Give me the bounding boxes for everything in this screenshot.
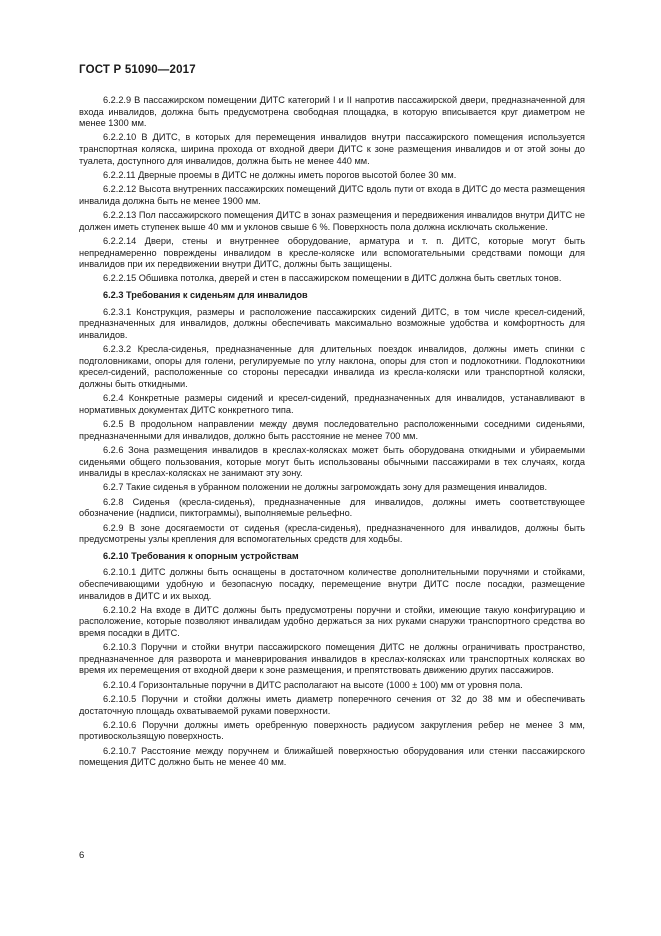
page-number: 6 <box>79 850 85 861</box>
paragraph: 6.2.2.9 В пассажирском помещении ДИТС категорий I и II напротив пассажирской двери, предназначенной для входа инвалидов, должна быть предусмотрена свободная площадка, в которую вписывается круг диаметром не менее 1300 мм. <box>79 95 585 129</box>
paragraph: 6.2.2.11 Дверные проемы в ДИТС не должны иметь порогов высотой более 30 мм. <box>103 169 457 180</box>
section-heading: 6.2.10 Требования к опорным устройствам <box>103 550 299 561</box>
paragraph: 6.2.8 Сиденья (кресла-сиденья), предназначенные для инвалидов, должны иметь соответствующее обозначение (надписи, пиктограммы), выполняемые рельефно. <box>79 496 585 519</box>
paragraph: 6.2.10.4 Горизонтальные поручни в ДИТС располагают на высоте (1000 ± 100) мм от уровня пола. <box>103 679 523 690</box>
paragraph: 6.2.2.14 Двери, стены и внутреннее оборудование, арматура и т. п. ДИТС, которые могут быть непреднамеренно повреждены инвалидом в кресле-коляске или вспомогательными средствами помощи для инвалидов при их передвижении внутри ДИТС, должны быть защищены. <box>79 235 585 270</box>
paragraph: 6.2.3.2 Кресла-сиденья, предназначенные для длительных поездок инвалидов, должны иметь спинки с подголовниками, опоры для голени, регулируемые по углу наклона, опоры для стоп и подлокотники. Подлокотники кресел-сидений, расположенные со стороны пересадки инвалида из кресла-коляски или транспортной коляски, должны быть откидными. <box>79 344 585 389</box>
paragraph: 6.2.10.6 Поручни должны иметь оребренную поверхность радиусом закругления ребер не менее 3 мм, противоскользящую поверхность. <box>79 719 585 742</box>
paragraph: 6.2.2.13 Пол пассажирского помещения ДИТС в зонах размещения и передвижения инвалидов внутри ДИТС не должен иметь ступенек выше 40 мм и уклонов свыше 6 %. Поверхность пола должна исключать скольжение. <box>79 210 585 232</box>
section-heading: 6.2.3 Требования к сиденьям для инвалидов <box>103 290 308 301</box>
paragraph: 6.2.2.15 Обшивка потолка, дверей и стен в пассажирском помещении в ДИТС должна быть светлых тонов. <box>103 273 562 284</box>
paragraph: 6.2.3.1 Конструкция, размеры и расположение пассажирских сидений ДИТС, в том числе кресел-сидений, предназначенных для инвалидов, должны обеспечивать максимально возможные удобства и комфортность для инвалидов. <box>79 306 585 340</box>
paragraph: 6.2.4 Конкретные размеры сидений и кресел-сидений, предназначенных для инвалидов, устанавливают в нормативных документах ДИТС конкретного типа. <box>79 393 585 415</box>
paragraph: 6.2.10.2 На входе в ДИТС должны быть предусмотрены поручни и стойки, имеющие такую конфигурацию и расположение, которые позволяют инвалидам удобно держаться за них руками снаружи транспортного средства во время посадки в ДИТС. <box>79 604 585 638</box>
paragraph: 6.2.5 В продольном направлении между двумя последовательно расположенными соседними сиденьями, предназначенными для инвалидов, должно быть расстояние не менее 700 мм. <box>79 419 585 441</box>
document-header: ГОСТ Р 51090—2017 <box>79 64 196 76</box>
paragraph: 6.2.10.5 Поручни и стойки должны иметь диаметр поперечного сечения от 32 до 38 мм и обеспечивать достаточную площадь охватываемой руками поверхности. <box>79 694 585 716</box>
paragraph: 6.2.6 Зона размещения инвалидов в креслах-колясках может быть оборудована откидными и убираемыми сиденьями общего пользования, которые могут быть использованы обычными пассажирами в тех случаях, когда инвалиды в креслах-колясках не занимают эту зону. <box>79 444 585 479</box>
paragraph: 6.2.2.12 Высота внутренних пассажирских помещений ДИТС вдоль пути от входа в ДИТС до места размещения инвалида должна быть не менее 1900 мм. <box>79 184 585 206</box>
document-body <box>79 95 585 772</box>
paragraph: 6.2.7 Такие сиденья в убранном положении не должны загромождать зону для размещения инвалидов. <box>103 482 548 493</box>
paragraph: 6.2.10.7 Расстояние между поручнем и ближайшей поверхностью оборудования или стенки пассажирского помещения ДИТС должно быть не менее 40 мм. <box>79 745 585 768</box>
paragraph: 6.2.10.1 ДИТС должны быть оснащены в достаточном количестве дополнительными поручнями и стойками, обеспечивающими удобную и безопасную посадку, перемещение внутри ДИТС после посадки, размещение инвалидов в ДИТС и их выход. <box>79 567 585 601</box>
paragraph: 6.2.2.10 В ДИТС, в которых для перемещения инвалидов внутри пассажирского помещения используется транспортная коляска, ширина прохода от входной двери ДИТС к зоне размещения инвалидов и от этой зоны до туалета, доступного для инвалидов, должна быть не менее 440 мм. <box>79 132 585 166</box>
paragraph: 6.2.9 В зоне досягаемости от сиденья (кресла-сиденья), предназначенного для инвалидов, должны быть предусмотрены узлы крепления для вспомогательных средств для ходьбы. <box>79 522 585 545</box>
paragraph: 6.2.10.3 Поручни и стойки внутри пассажирского помещения ДИТС не должны ограничивать пространство, предназначенное для разворота и маневрирования инвалидов в креслах-колясках или транспортных колясках во время их перемещения от входной двери к зоне размещения, и препятствовать движению других пассажиров. <box>79 642 585 676</box>
